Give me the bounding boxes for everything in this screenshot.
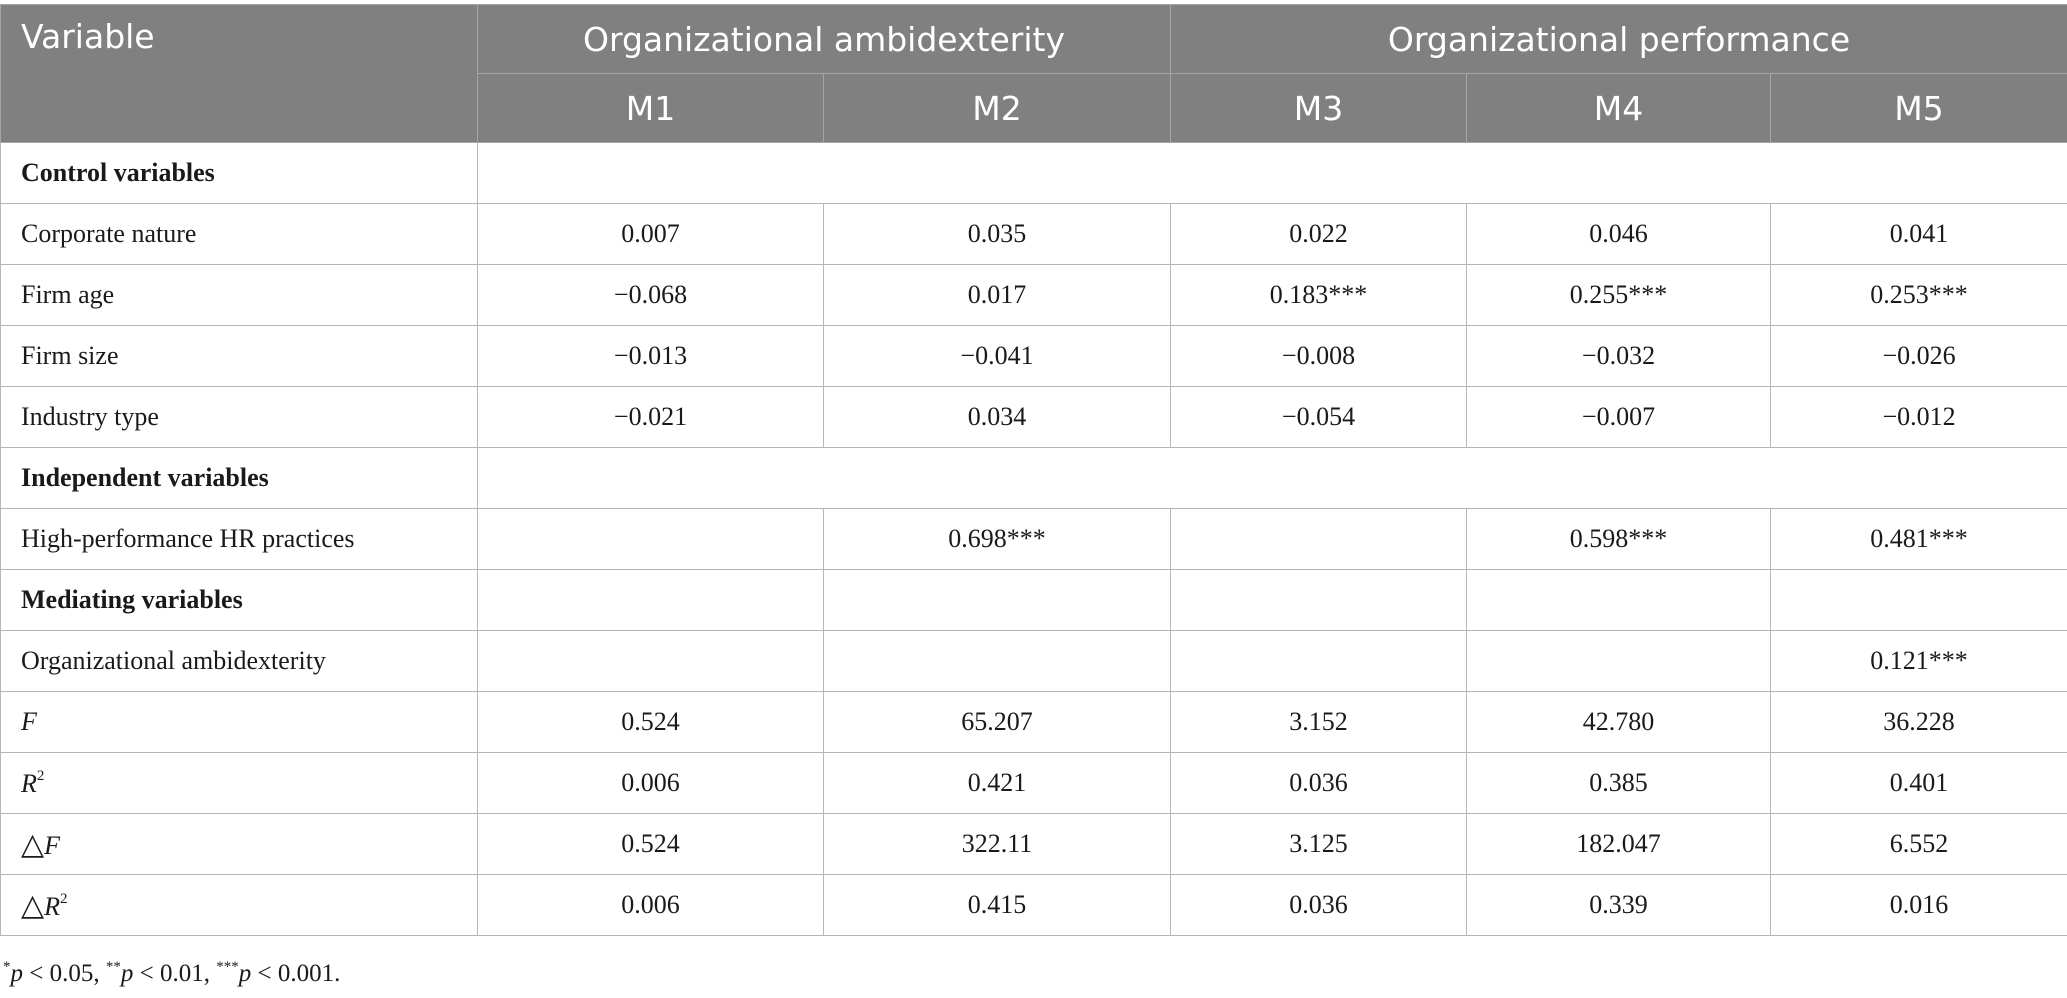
cell-m3: 0.183*** bbox=[1171, 265, 1467, 326]
cell-m2: 0.415 bbox=[824, 875, 1171, 936]
header-row-groups bbox=[1, 5, 2067, 74]
row-label bbox=[1, 753, 478, 814]
cell-m2: 0.017 bbox=[824, 265, 1171, 326]
cell-m5: 0.121*** bbox=[1771, 631, 2067, 692]
section-label-control: Control variables bbox=[1, 143, 478, 204]
table-row bbox=[1, 204, 2067, 265]
footnote-star: ** bbox=[105, 959, 121, 975]
cell-m4: −0.032 bbox=[1467, 326, 1771, 387]
cell-m4: 0.339 bbox=[1467, 875, 1771, 936]
cell-m1: −0.068 bbox=[478, 265, 824, 326]
superscript: 2 bbox=[36, 767, 45, 784]
footnote-text: < 0.001. bbox=[251, 960, 341, 987]
cell-m2: 0.421 bbox=[824, 753, 1171, 814]
model-header-m5: M5 bbox=[1771, 74, 2067, 143]
row-label: Corporate nature bbox=[1, 204, 478, 265]
cell-m2: 65.207 bbox=[824, 692, 1171, 753]
cell-m5: 0.016 bbox=[1771, 875, 2067, 936]
cell-m4: 42.780 bbox=[1467, 692, 1771, 753]
cell-m2 bbox=[824, 631, 1171, 692]
footnote-text: < 0.01, bbox=[133, 960, 217, 987]
row-label bbox=[1, 692, 478, 753]
cell-m1 bbox=[478, 631, 824, 692]
cell-m4: −0.007 bbox=[1467, 387, 1771, 448]
cell-m5: 36.228 bbox=[1771, 692, 2067, 753]
ambidexterity-group-header: Organizational ambidexterity bbox=[478, 5, 1171, 74]
cell-m3 bbox=[1171, 631, 1467, 692]
cell-m5: −0.026 bbox=[1771, 326, 2067, 387]
regression-results-table bbox=[0, 4, 2067, 936]
section-label-mediating: Mediating variables bbox=[1, 570, 478, 631]
cell-m5: 0.401 bbox=[1771, 753, 2067, 814]
cell-m4: 0.046 bbox=[1467, 204, 1771, 265]
stat-f-label: F bbox=[21, 707, 37, 736]
cell-m3: 0.022 bbox=[1171, 204, 1467, 265]
empty-cell bbox=[478, 570, 824, 631]
cell-m3: −0.008 bbox=[1171, 326, 1467, 387]
model-header-m4: M4 bbox=[1467, 74, 1771, 143]
cell-m3: 3.152 bbox=[1171, 692, 1467, 753]
variable-header: Variable bbox=[1, 5, 478, 143]
cell-m3: 0.036 bbox=[1171, 875, 1467, 936]
cell-m1: 0.524 bbox=[478, 692, 824, 753]
cell-m1: 0.006 bbox=[478, 875, 824, 936]
table-row bbox=[1, 631, 2067, 692]
delta-triangle-icon: △ bbox=[21, 827, 45, 861]
cell-m5: −0.012 bbox=[1771, 387, 2067, 448]
cell-m5: 0.041 bbox=[1771, 204, 2067, 265]
section-row-independent bbox=[1, 448, 2067, 509]
cell-m5: 0.481*** bbox=[1771, 509, 2067, 570]
footnote-star: * bbox=[3, 959, 11, 975]
performance-group-header: Organizational performance bbox=[1171, 5, 2067, 74]
footnote-text: < 0.05, bbox=[23, 960, 106, 987]
cell-m2: 0.034 bbox=[824, 387, 1171, 448]
row-label: Firm age bbox=[1, 265, 478, 326]
cell-m2: −0.041 bbox=[824, 326, 1171, 387]
cell-m3: −0.054 bbox=[1171, 387, 1467, 448]
table-row bbox=[1, 814, 2067, 875]
row-label: High-performance HR practices bbox=[1, 509, 478, 570]
cell-m5: 6.552 bbox=[1771, 814, 2067, 875]
empty-cell bbox=[1771, 570, 2067, 631]
cell-m4: 182.047 bbox=[1467, 814, 1771, 875]
empty-cell bbox=[1171, 570, 1467, 631]
row-label: Industry type bbox=[1, 387, 478, 448]
row-label: Organizational ambidexterity bbox=[1, 631, 478, 692]
section-row-control bbox=[1, 143, 2067, 204]
cell-m4: 0.255*** bbox=[1467, 265, 1771, 326]
empty-cell bbox=[1467, 570, 1771, 631]
significance-footnote bbox=[3, 959, 340, 988]
delta-triangle-icon: △ bbox=[21, 888, 45, 922]
cell-m3: 3.125 bbox=[1171, 814, 1467, 875]
table-row bbox=[1, 326, 2067, 387]
model-header-m3: M3 bbox=[1171, 74, 1467, 143]
footnote-star: *** bbox=[216, 959, 239, 975]
cell-m1: 0.007 bbox=[478, 204, 824, 265]
table-row bbox=[1, 509, 2067, 570]
stat-r-label: R bbox=[21, 768, 37, 798]
model-header-m2: M2 bbox=[824, 74, 1171, 143]
model-header-m1: M1 bbox=[478, 74, 824, 143]
footnote-p: p bbox=[120, 960, 134, 987]
cell-m1: −0.013 bbox=[478, 326, 824, 387]
cell-m1: −0.021 bbox=[478, 387, 824, 448]
cell-m2: 0.698*** bbox=[824, 509, 1171, 570]
stat-r-label: R bbox=[44, 891, 60, 921]
stat-f-label: F bbox=[44, 830, 60, 860]
cell-m4 bbox=[1467, 631, 1771, 692]
cell-m4: 0.598*** bbox=[1467, 509, 1771, 570]
cell-m2: 322.11 bbox=[824, 814, 1171, 875]
footnote-p: p bbox=[10, 960, 23, 987]
row-label bbox=[1, 875, 478, 936]
section-filler bbox=[478, 448, 2067, 509]
footnote-p: p bbox=[238, 960, 252, 987]
cell-m1: 0.006 bbox=[478, 753, 824, 814]
cell-m1 bbox=[478, 509, 824, 570]
row-label: Firm size bbox=[1, 326, 478, 387]
cell-m3: 0.036 bbox=[1171, 753, 1467, 814]
cell-m1: 0.524 bbox=[478, 814, 824, 875]
table-row bbox=[1, 387, 2067, 448]
section-row-mediating bbox=[1, 570, 2067, 631]
table-row bbox=[1, 875, 2067, 936]
section-filler bbox=[478, 143, 2067, 204]
cell-m2: 0.035 bbox=[824, 204, 1171, 265]
section-label-independent: Independent variables bbox=[1, 448, 478, 509]
superscript: 2 bbox=[59, 890, 68, 907]
cell-m4: 0.385 bbox=[1467, 753, 1771, 814]
row-label bbox=[1, 814, 478, 875]
empty-cell bbox=[824, 570, 1171, 631]
table-row bbox=[1, 753, 2067, 814]
cell-m3 bbox=[1171, 509, 1467, 570]
cell-m5: 0.253*** bbox=[1771, 265, 2067, 326]
table-row bbox=[1, 265, 2067, 326]
table-row bbox=[1, 692, 2067, 753]
